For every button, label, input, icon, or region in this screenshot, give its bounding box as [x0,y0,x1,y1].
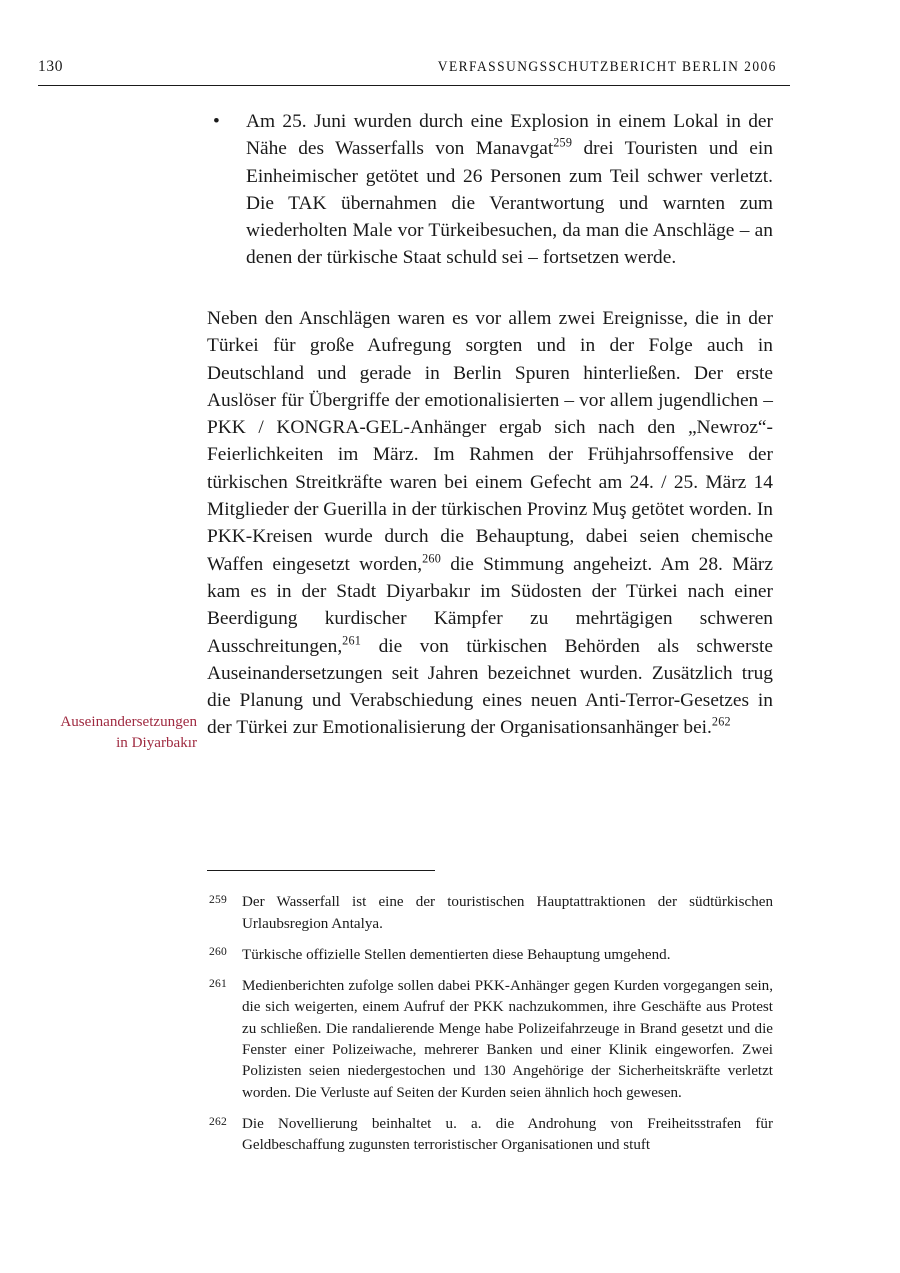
marginal-note [20,712,197,754]
header-divider [38,85,790,86]
paragraph-segment-2: die Stimmung angeheizt. Am 28. März kam es in der Stadt Diyarbakır im Südosten der Türkei nach einer Beerdigung kurdischer Kämpfer zu mehrtägigen schweren Ausschreitungen, [207,553,773,657]
bullet-marker: • [213,111,220,132]
footnote-number: 259 [209,892,227,906]
footnote-text: Türkische offizielle Stellen dementierten diese Behauptung umgehend. [242,946,671,963]
marginal-note-line-1: Auseinandersetzungen [60,714,197,730]
marginal-note-line-2: in Diyarbakır [116,735,197,751]
footnote-number: 262 [209,1114,227,1128]
footnotes-section [207,870,773,1157]
footnote-number: 260 [209,945,227,959]
footnote-text: Der Wasserfall ist eine der touristischen Hauptattraktionen der südtürkischen Urlaubsregion Antalya. [242,894,773,932]
footnote-number: 261 [209,976,227,990]
body-paragraph [207,305,773,742]
footnote-ref-261[interactable]: 261 [342,633,362,647]
paragraph-segment-1: Neben den Anschlägen waren es vor allem zwei Ereignisse, die in der Türkei für große Aufregung sorgten und in der Folge auch in Deutschland und gerade in Berlin Spuren hinterließen. Der erste Auslöser für Übergriffe der emotionalisierten – vor allem jugendlichen – PKK / KONGRA-GEL-Anhänger ergab sich nach den „Newroz“-Feierlichkeiten im März. Im Rahmen der Frühjahrsoffensive der türkischen Streitkräfte waren bei einem Gefecht am 24. / 25. März 14 Mitglieder der Guerilla in der türkischen Provinz Muş getötet worden. In PKK-Kreisen wurde durch die Behauptung, dabei seien chemische Waffen eingesetzt worden, [207,308,773,575]
footnote-ref-260[interactable]: 260 [422,551,442,566]
footnote-260 [207,945,773,966]
list-item-text-after-note: drei Touristen und ein Einheimischer getötet und 26 Personen zum Teil schwer verletzt. Die TAK übernahmen die Verantwortung und warnten zum wiederholten Male vor Türkeibesuchen, da man die Anschläge – an denen der türkische Staat schuld sei – fortsetzen werde. [246,138,773,269]
list-item-text-before-note: Am 25. Juni wurden durch eine Explosion in einem Lokal in der Nähe des Wasserfalls von Manavgat [246,111,773,160]
footnote-ref-262[interactable]: 262 [711,714,731,729]
list-item [207,108,773,272]
footnote-262 [207,1114,773,1157]
paragraph-segment-3: die von türkischen Behörden als schwerste Auseinandersetzungen seit Jahren bezeichnet wurden. Zusätzlich trug die Planung und Verabschiedung eines neuen Anti-Terror-Gesetzes in der Türkei zur Emotionalisierung der Organisationsanhänger bei. [207,635,773,739]
running-head-title: VERFASSUNGSSCHUTZBERICHT BERLIN 2006 [438,59,778,75]
footnote-text: Die Novellierung beinhaltet u. a. die Androhung von Freiheitsstrafen für Geldbeschaffung zugunsten terroristischer Organisationen und stuft [242,1115,773,1154]
bullet-list [207,108,773,272]
footnote-259 [207,892,773,935]
footnote-261 [207,976,773,1104]
footnote-divider [207,870,435,871]
footnote-text: Medienberichten zufolge sollen dabei PKK-Anhänger gegen Kurden vorgegangen sein, die sich weigerten, einem Aufruf der PKK nachzukommen, ihre Geschäfte aus Protest zu schließen. Die randalierende Menge habe Polizeifahrzeuge in Brand gesetzt und die Fenster einer Polizeiwache, mehrerer Banken und einer Klinik eingeworfen. Zwei Polizisten seien niedergestochen und 130 Angehörige der Sicherheitskräfte verletzt worden. Die Verluste auf Seiten der Kurden seien ähnlich hoch gewesen. [242,978,773,1101]
page-number: 130 [38,58,64,75]
footnote-ref-259[interactable]: 259 [553,135,573,150]
running-head [38,58,790,76]
